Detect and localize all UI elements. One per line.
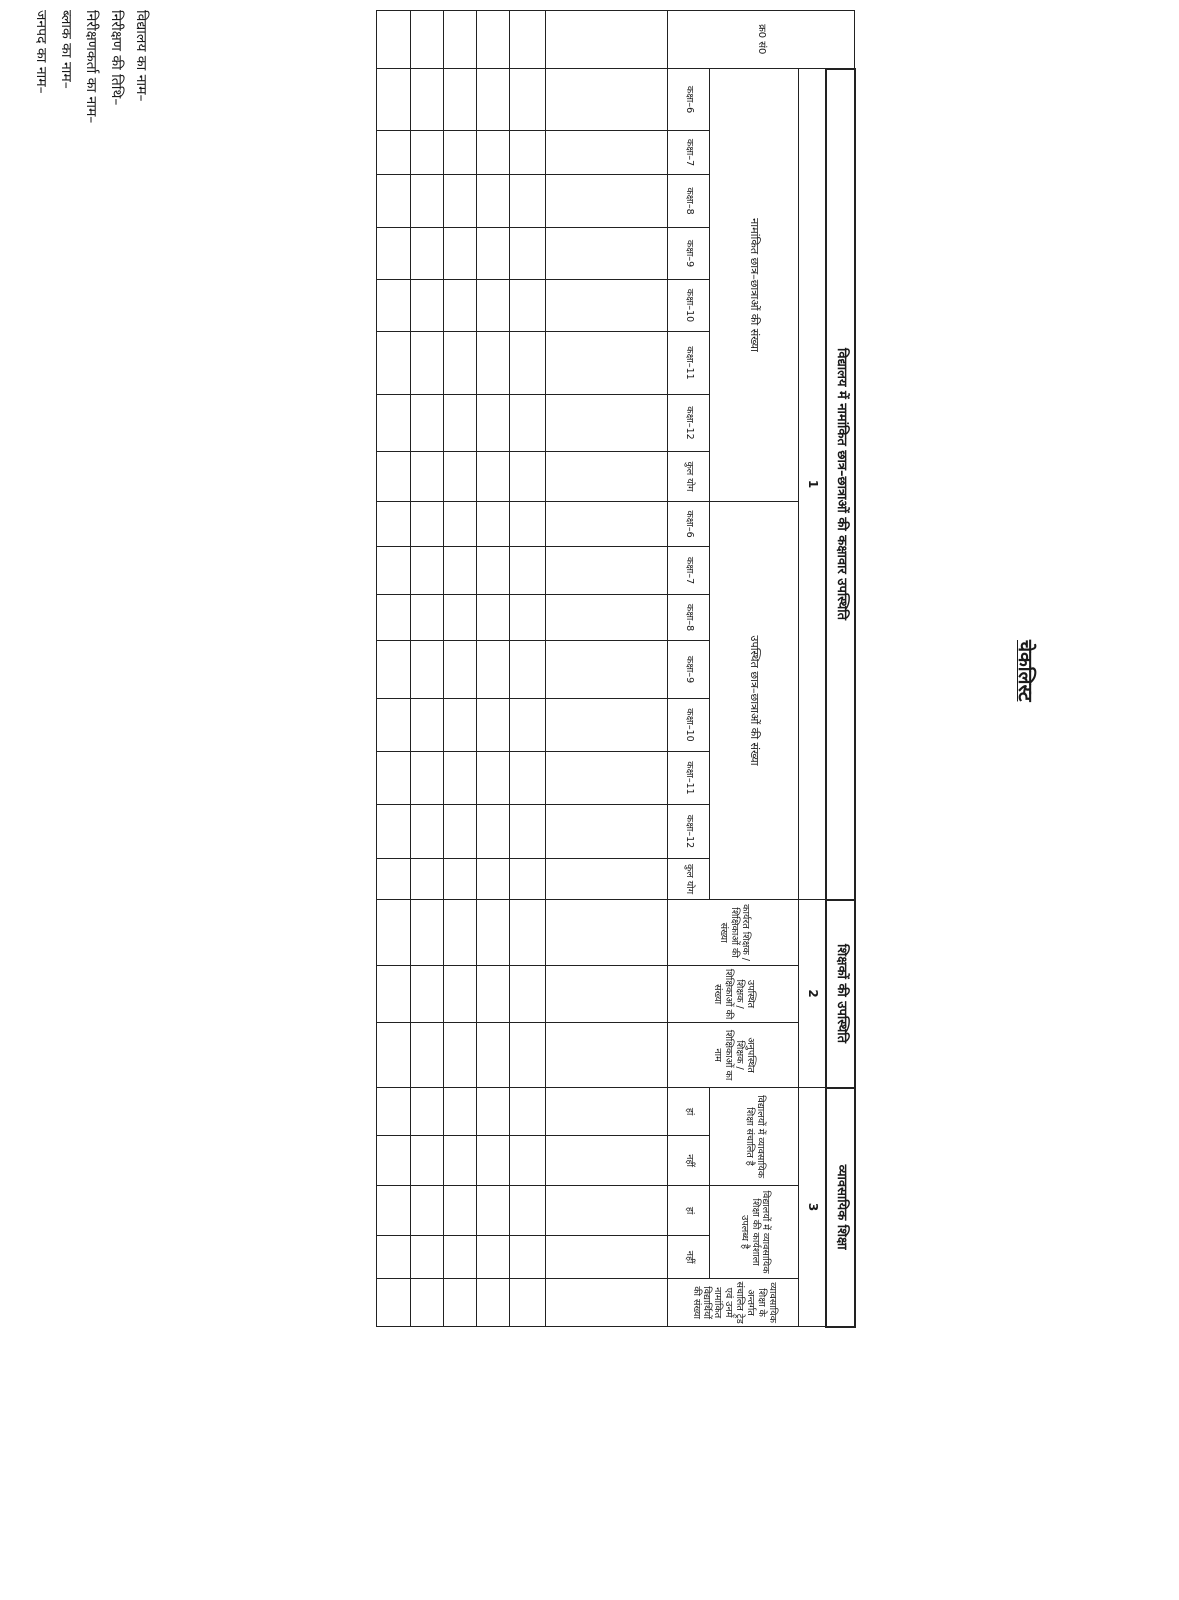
table-cell (443, 228, 476, 280)
table-cell (443, 69, 476, 131)
table-cell (443, 11, 476, 69)
table-cell (476, 900, 509, 966)
table-cell (510, 752, 545, 805)
table-cell (377, 131, 411, 175)
table-cell (476, 1088, 509, 1136)
section3-number: 3 (799, 1088, 826, 1327)
school-name-field: विद्यालय का नाम– (133, 10, 149, 102)
table-cell (377, 805, 411, 859)
vocational-trades-header: व्यावसायिक शिक्षा के अन्तर्गत संचालित ट्रेड एवं उनमें नामांकित विद्यार्थियों की संख्या (668, 1279, 799, 1327)
table-cell (411, 131, 443, 175)
table-cell (443, 752, 476, 805)
table-cell (377, 280, 411, 332)
table-cell (510, 131, 545, 175)
table-cell (443, 595, 476, 641)
table-cell (476, 1186, 509, 1236)
table-cell (377, 69, 411, 131)
table-cell (510, 1236, 545, 1279)
table-cell (545, 752, 668, 805)
table-cell (411, 1279, 443, 1327)
table-cell (476, 699, 509, 752)
table-cell (411, 1136, 443, 1186)
table-cell (476, 641, 509, 699)
table-cell (510, 1279, 545, 1327)
table-cell (411, 280, 443, 332)
table-cell (545, 1088, 668, 1136)
table-cell (443, 1186, 476, 1236)
table-cell (411, 1186, 443, 1236)
blank-entry-rows (377, 11, 668, 1327)
section3-title: व्यावसायिक शिक्षा (826, 1088, 855, 1327)
table-cell (443, 966, 476, 1023)
table-cell (545, 1279, 668, 1327)
table-cell (476, 859, 509, 900)
table-cell (510, 859, 545, 900)
table-cell (377, 1136, 411, 1186)
table-cell (510, 966, 545, 1023)
page-title: चेकलिस्ट (1014, 640, 1036, 702)
table-cell (411, 1088, 443, 1136)
table-cell (443, 1088, 476, 1136)
table-cell (476, 966, 509, 1023)
table-cell (476, 805, 509, 859)
table-cell (476, 1279, 509, 1327)
table-cell (545, 966, 668, 1023)
table-cell (545, 69, 668, 131)
enrolled-class-8: कक्षा–8 (668, 175, 710, 228)
table-cell (545, 699, 668, 752)
table-cell (510, 1186, 545, 1236)
table-cell (476, 1136, 509, 1186)
table-cell (411, 452, 443, 502)
table-cell (377, 452, 411, 502)
table-cell (476, 69, 509, 131)
table-cell (476, 595, 509, 641)
table-cell (377, 228, 411, 280)
table-cell (510, 641, 545, 699)
table-cell (411, 1236, 443, 1279)
table-cell (411, 1023, 443, 1088)
table-cell (411, 752, 443, 805)
table-cell (476, 131, 509, 175)
table-cell (443, 900, 476, 966)
table-cell (510, 805, 545, 859)
table-cell (443, 175, 476, 228)
vocational-running-yes: हां (668, 1088, 710, 1136)
table-cell (377, 641, 411, 699)
table-cell (411, 228, 443, 280)
table-cell (510, 452, 545, 502)
table-cell (545, 805, 668, 859)
table-cell (510, 11, 545, 69)
table-cell (377, 752, 411, 805)
table-cell (476, 502, 509, 547)
table-cell (411, 11, 443, 69)
table-cell (443, 502, 476, 547)
table-cell (545, 547, 668, 595)
table-cell (510, 175, 545, 228)
table-cell (411, 69, 443, 131)
table-cell (377, 332, 411, 395)
table-cell (377, 11, 411, 69)
section1-number: 1 (799, 69, 826, 900)
district-name-field: जनपद का नाम– (33, 10, 49, 94)
vocational-workshop-no: नहीं (668, 1236, 710, 1279)
vocational-running-no: नहीं (668, 1136, 710, 1186)
table-cell (411, 175, 443, 228)
present-class-6: कक्षा–6 (668, 502, 710, 547)
present-class-11: कक्षा–11 (668, 752, 710, 805)
table-cell (510, 228, 545, 280)
table-cell (443, 280, 476, 332)
table-cell (545, 131, 668, 175)
table-cell (545, 1023, 668, 1088)
table-row (476, 11, 509, 1327)
table-cell (443, 332, 476, 395)
table-cell (377, 900, 411, 966)
table-cell (377, 1236, 411, 1279)
table-cell (377, 1088, 411, 1136)
section2-number: 2 (799, 900, 826, 1088)
vocational-workshop-header: विद्यालयों में व्यावसायिक शिक्षा की कार्यशाला उपलब्ध है (709, 1186, 798, 1279)
table-cell (411, 641, 443, 699)
vocational-workshop-yes: हां (668, 1186, 710, 1236)
table-cell (545, 452, 668, 502)
absent-teachers-header: अनुपस्थित शिक्षक / शिक्षिकाओं का नाम (668, 1023, 799, 1088)
vocational-running-header: विद्यालयों में व्यावसायिक शिक्षा संचालित है (709, 1088, 798, 1186)
table-cell (476, 752, 509, 805)
enrolled-class-9: कक्षा–9 (668, 228, 710, 280)
block-name-field: ब्लाक का नाम– (58, 10, 74, 89)
table-cell (476, 332, 509, 395)
table-cell (545, 395, 668, 452)
table-cell (443, 641, 476, 699)
table-row (377, 11, 411, 1327)
table-cell (510, 595, 545, 641)
table-cell (377, 395, 411, 452)
table-cell (510, 1136, 545, 1186)
checklist-table (376, 10, 856, 1326)
table-cell (411, 805, 443, 859)
present-teachers-header: उपस्थित शिक्षक / शिक्षिकाओं की संख्या (668, 966, 799, 1023)
table-cell (545, 859, 668, 900)
present-class-10: कक्षा–10 (668, 699, 710, 752)
enrolled-class-10: कक्षा–10 (668, 280, 710, 332)
table-cell (545, 228, 668, 280)
table-cell (411, 595, 443, 641)
table-cell (510, 900, 545, 966)
table-cell (510, 332, 545, 395)
table-cell (377, 966, 411, 1023)
table-cell (377, 1279, 411, 1327)
present-total: कुल योग (668, 859, 710, 900)
table-cell (476, 452, 509, 502)
table-cell (377, 595, 411, 641)
table-cell (545, 1136, 668, 1186)
table-cell (545, 175, 668, 228)
table-cell (411, 900, 443, 966)
table-cell (443, 395, 476, 452)
table-cell (443, 699, 476, 752)
working-teachers-header: कार्यरत शिक्षक / शिक्षिकाओं की संख्या (668, 900, 799, 966)
table-cell (443, 1279, 476, 1327)
table-cell (377, 1186, 411, 1236)
table-cell (476, 175, 509, 228)
inspector-name-field: निरीक्षणकर्ता का नाम– (83, 10, 99, 124)
table-cell (545, 502, 668, 547)
table-row (545, 11, 668, 1327)
table-cell (411, 502, 443, 547)
table-cell (411, 966, 443, 1023)
table-cell (510, 547, 545, 595)
present-students-header: उपस्थित छात्र–छात्राओं की संख्या (709, 502, 798, 900)
present-class-8: कक्षा–8 (668, 595, 710, 641)
section1-title: विद्यालय में नामांकित छात्र–छात्राओं की कक्षावार उपस्थिति (826, 69, 855, 900)
table-cell (510, 395, 545, 452)
table-cell (476, 228, 509, 280)
enrolled-class-7: कक्षा–7 (668, 131, 710, 175)
table-cell (476, 1236, 509, 1279)
table-cell (443, 547, 476, 595)
table-row (411, 11, 443, 1327)
present-class-7: कक्षा–7 (668, 547, 710, 595)
table-cell (411, 547, 443, 595)
table-cell (377, 175, 411, 228)
table-cell (377, 502, 411, 547)
enrolled-class-11: कक्षा–11 (668, 332, 710, 395)
serial-number-header: क्र0 सं0 (668, 11, 855, 69)
table-cell (411, 699, 443, 752)
enrolled-students-header: नामांकित छात्र–छात्राओं की संख्या (709, 69, 798, 502)
table-cell (443, 1136, 476, 1186)
table-cell (510, 280, 545, 332)
table-cell (510, 502, 545, 547)
table-cell (411, 859, 443, 900)
table-cell (443, 859, 476, 900)
table-cell (545, 900, 668, 966)
inspection-date-field: निरीक्षण की तिथि– (108, 10, 124, 106)
table-cell (377, 699, 411, 752)
table-cell (510, 69, 545, 131)
table-row (443, 11, 476, 1327)
enrolled-class-12: कक्षा–12 (668, 395, 710, 452)
enrolled-class-6: कक्षा–6 (668, 69, 710, 131)
section2-title: शिक्षकों की उपस्थिति (826, 900, 855, 1088)
table-cell (476, 547, 509, 595)
table-cell (545, 11, 668, 69)
table-cell (476, 280, 509, 332)
enrolled-total: कुल योग (668, 452, 710, 502)
table-row (510, 11, 545, 1327)
table-cell (443, 452, 476, 502)
table-cell (510, 1023, 545, 1088)
table-cell (377, 1023, 411, 1088)
table-cell (545, 1236, 668, 1279)
table-cell (443, 1023, 476, 1088)
table-cell (545, 641, 668, 699)
table-cell (476, 395, 509, 452)
table-cell (377, 547, 411, 595)
table-cell (545, 332, 668, 395)
table-cell (476, 1023, 509, 1088)
present-class-12: कक्षा–12 (668, 805, 710, 859)
table-cell (443, 1236, 476, 1279)
table-cell (545, 1186, 668, 1236)
table-cell (411, 332, 443, 395)
table-cell (476, 11, 509, 69)
table-cell (510, 699, 545, 752)
table-cell (443, 131, 476, 175)
table-cell (510, 1088, 545, 1136)
present-class-9: कक्षा–9 (668, 641, 710, 699)
table-cell (545, 595, 668, 641)
table-cell (411, 395, 443, 452)
table-cell (545, 280, 668, 332)
table-cell (443, 805, 476, 859)
table-cell (377, 859, 411, 900)
